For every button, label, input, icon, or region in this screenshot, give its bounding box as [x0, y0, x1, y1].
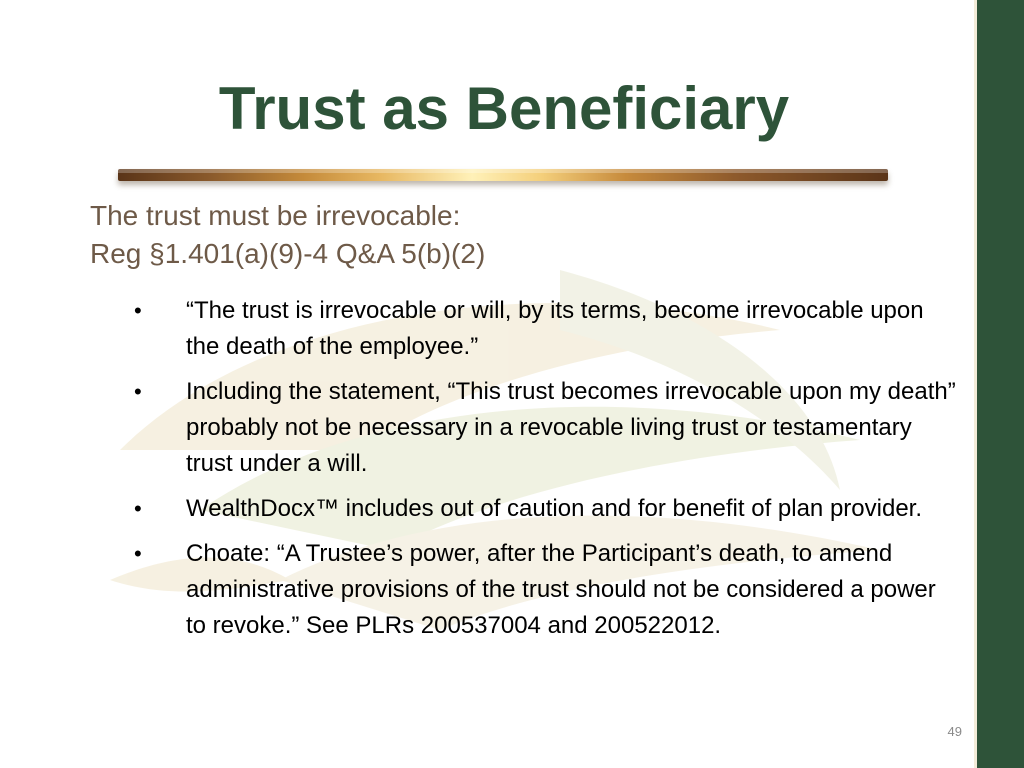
- bullet-text: WealthDocx™ includes out of caution and for benefit of plan provider.: [186, 495, 922, 522]
- bullet-text: Choate: “A Trustee’s power, after the Participant’s death, to amend administrative provisions of the trust should not be considered a power to revoke.” See PLRs 200537004 and 200522012.: [186, 540, 936, 639]
- bullet-text: “The trust is irrevocable or will, by its terms, become irrevocable upon the death of the employee.”: [186, 297, 924, 360]
- subheading: [90, 197, 485, 273]
- subheading-line-2: Reg §1.401(a)(9)-4 Q&A 5(b)(2): [90, 238, 486, 269]
- title-divider-rule: [118, 169, 888, 181]
- bullet-item: [130, 536, 960, 644]
- bullet-item: [130, 374, 960, 482]
- bullet-item: [130, 293, 960, 365]
- bullet-dot-icon: •: [134, 541, 142, 566]
- slide-title: Trust as Beneficiary: [218, 75, 790, 142]
- bullet-item: [130, 491, 960, 527]
- bullet-dot-icon: •: [134, 496, 142, 521]
- page-number: 49: [947, 724, 962, 739]
- bullet-dot-icon: •: [134, 298, 142, 323]
- bullet-dot-icon: •: [134, 379, 142, 404]
- bullet-list: [130, 293, 960, 653]
- bullet-text: Including the statement, “This trust becomes irrevocable upon my death” probably not be necessary in a revocable living trust or testamentary trust under a will.: [186, 378, 956, 477]
- subheading-line-1: The trust must be irrevocable:: [90, 200, 461, 231]
